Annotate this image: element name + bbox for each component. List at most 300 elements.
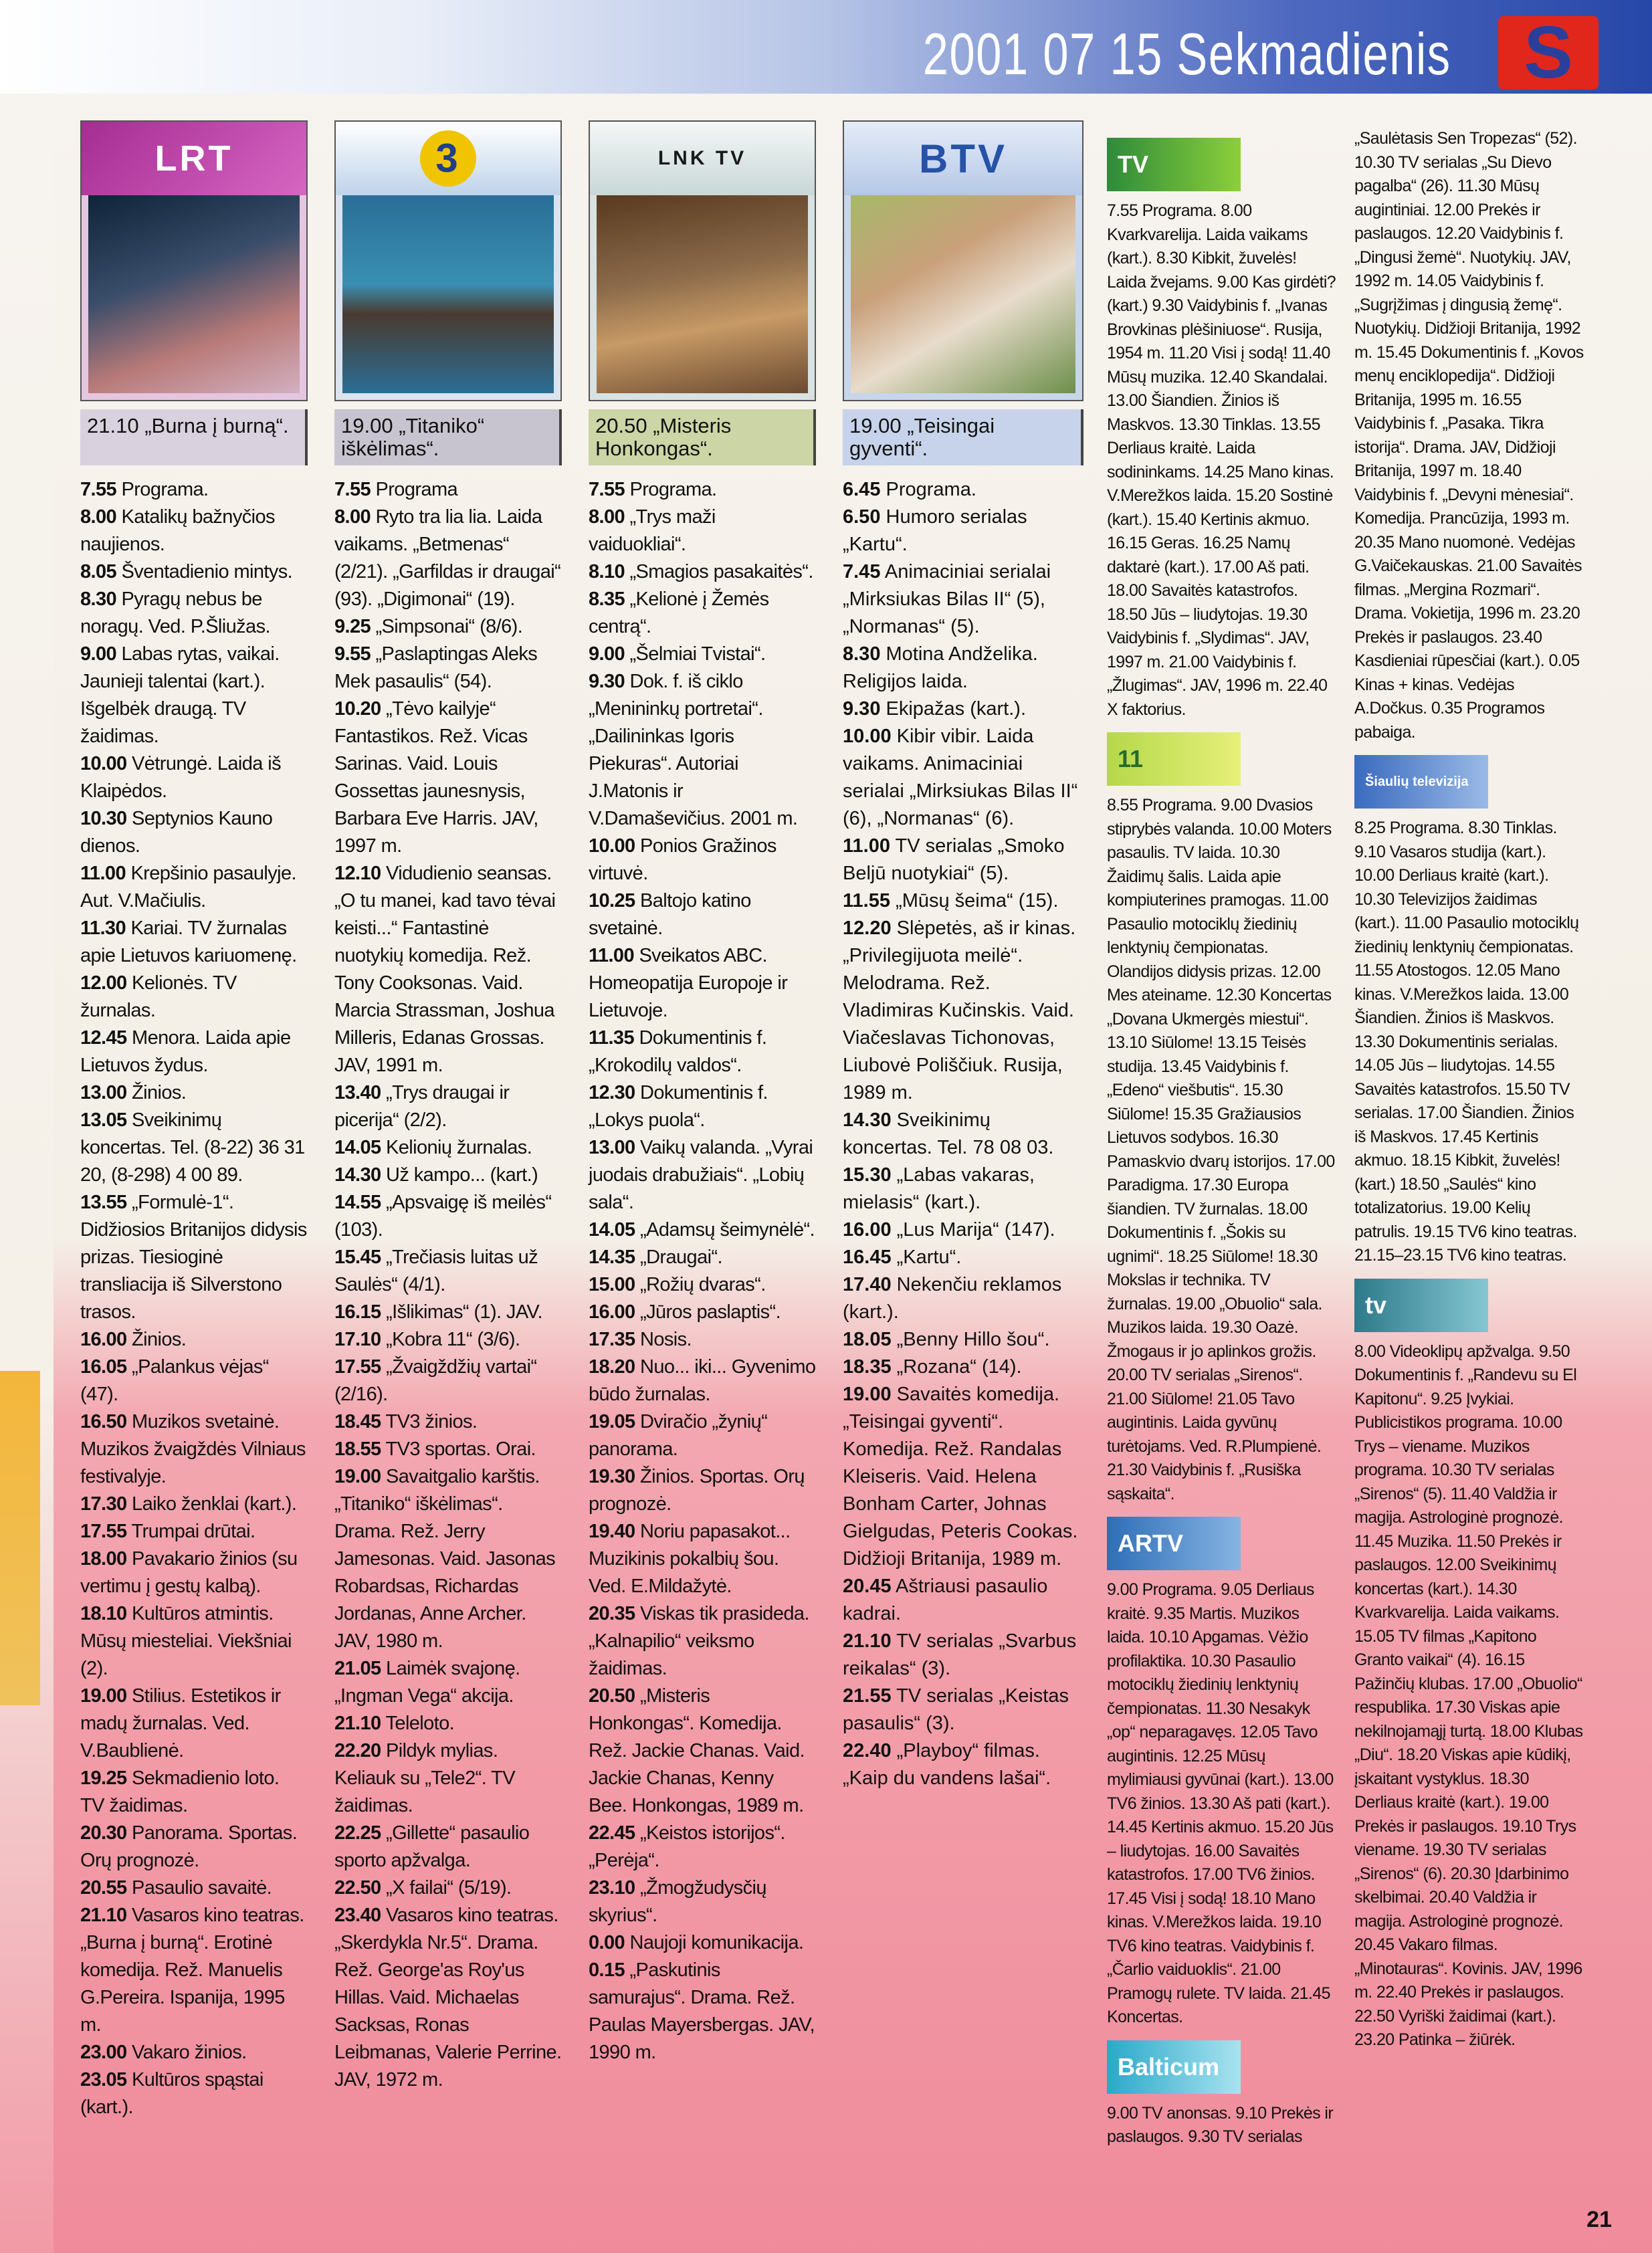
schedule-entry xyxy=(843,695,1083,723)
schedule-entry xyxy=(843,833,1083,887)
time-label: 14.05 xyxy=(589,1219,635,1241)
time-label: 11.55 xyxy=(843,890,890,911)
schedule-entry xyxy=(589,1354,816,1408)
schedule-entry xyxy=(334,1710,562,1737)
channel-logo: 11 xyxy=(1107,732,1241,786)
program-title: Trumpai drūtai. xyxy=(126,1521,255,1542)
schedule-list xyxy=(589,476,816,2066)
program-title: Katalikų bažnyčios naujienos. xyxy=(80,506,275,555)
program-title: „Rožių dvaras“. xyxy=(635,1274,766,1295)
tv3-logo: 3 xyxy=(336,122,560,195)
program-title: TV serialas „Smoko Beljū nuotykiai“ (5). xyxy=(843,835,1065,884)
program-title: Pavakario žinios (su vertimu į gestų kalbą). xyxy=(80,1548,298,1597)
program-title: Muzikos svetainė. Muzikos žvaigždės Vilniaus festivalyje. xyxy=(80,1411,306,1487)
time-label: 9.55 xyxy=(334,643,371,665)
time-label: 16.15 xyxy=(334,1301,381,1323)
program-title: „Palankus vėjas“ (47). xyxy=(80,1356,269,1405)
program-title: Žinios. xyxy=(126,1082,187,1103)
time-label: 13.40 xyxy=(334,1082,381,1103)
schedule-entry xyxy=(589,1463,816,1518)
time-label: 21.10 xyxy=(334,1713,381,1734)
time-label: 9.25 xyxy=(334,616,371,637)
program-title: „Misteris Honkongas“. Komedija. Rež. Jackie Chanas. Vaid. Jackie Chanas, Kenny Bee. Honkongas, 1989 m. xyxy=(589,1685,805,1816)
schedule-entry xyxy=(334,1299,562,1326)
schedule-entry xyxy=(843,723,1083,833)
schedule-entry xyxy=(334,1189,562,1244)
time-label: 23.10 xyxy=(589,1877,635,1899)
schedule-entry xyxy=(843,1326,1083,1354)
channel-column-btv xyxy=(843,120,1083,1792)
program-title: Laiko ženklai (kart.). xyxy=(126,1493,297,1515)
program-title: Vasaros kino teatras. „Burna į burną“. Erotinė komedija. Rež. Manuelis G.Pereira. Ispanija, 1995 m. xyxy=(80,1905,304,2036)
schedule-entry xyxy=(589,586,816,641)
schedule-entry xyxy=(843,1107,1083,1162)
time-label: 11.35 xyxy=(589,1027,634,1049)
highlight-label: 19.00 „Teisingai gyventi“. xyxy=(843,409,1083,465)
program-title: Stilius. Estetikos ir madų žurnalas. Ved. V.Baublienė. xyxy=(80,1685,281,1761)
time-label: 19.40 xyxy=(589,1521,635,1542)
program-title: „Išlikimas“ (1). JAV. xyxy=(381,1301,542,1323)
program-title: TV serialas „Keistas pasaulis“ (3). xyxy=(843,1685,1069,1734)
time-label: 16.05 xyxy=(80,1356,127,1378)
schedule-text: 7.55 Programa. 8.00 Kvarkvarelija. Laida vaikams (kart.). 8.30 Kibkit, žuvelės! Laida žvejams. 9.00 Kas girdėti? (kart.) 9.30 Vaidybinis f. „Ivanas Brovkinas plėšiniuose“. Rusija, 1954 m. 11.20 Visi į sodą! 11.40 Mūsų muzika. 12.40 Skandalai. 13.00 Šiandien. Žinios iš Maskvos. 13.30 Tinklas. 13.55 Derliaus kraitė. Laida sodininkams. 14.25 Mano kinas. V.Merežkos laida. 15.20 Sostinė (kart.). 15.40 Kertinis akmuo. 16.15 Geras. 16.25 Namų daktarė (kart.). 17.00 Aš pati. 18.00 Savaitės katastrofos. 18.50 Jūs – liudytojas. 19.30 Vaidybinis f. „Slydimas“. JAV, 1997 m. 21.00 Vaidybinis f. „Žlugimas“. JAV, 1996 m. 22.40 X faktorius. xyxy=(1107,201,1336,719)
program-title: Vidudienio seansas. „O tu manei, kad tavo tėvai keisti...“ Fantastinė nuotykių komedija. Rež. Tony Cooksonas. Vaid. Marcia Strassman, Joshua Milleris, Edanas Grossas. JAV, 1991 m. xyxy=(334,863,556,1076)
time-label: 18.55 xyxy=(334,1438,381,1460)
time-label: 12.10 xyxy=(334,863,381,884)
program-title: „Kartu“. xyxy=(891,1247,962,1268)
left-margin-strip xyxy=(0,94,54,2253)
schedule-list xyxy=(80,476,308,2121)
schedule-entry xyxy=(80,860,308,915)
schedule-entry xyxy=(80,1600,308,1683)
program-title: Programa. xyxy=(625,479,717,500)
schedule-entry xyxy=(589,668,816,833)
program-title: Viskas tik prasideda. „Kalnapilio“ veiksmo žaidimas. xyxy=(589,1603,809,1679)
program-title: Dviračio „žynių“ panorama. xyxy=(589,1411,768,1460)
schedule-entry xyxy=(843,1381,1083,1573)
channel-column-lrt xyxy=(80,120,308,2121)
program-title: „Žvaigždžių vartai“ (2/16). xyxy=(334,1356,537,1405)
program-title: Vakaro žinios. xyxy=(126,2042,247,2063)
time-label: 14.30 xyxy=(334,1164,381,1186)
schedule-entry xyxy=(334,1244,562,1299)
program-title: Pildyk mylias. Keliauk su „Tele2“. TV žaidimas. xyxy=(334,1740,515,1816)
issue-date: 2001 07 15 Sekmadienis xyxy=(923,21,1451,87)
time-label: 8.00 xyxy=(589,506,625,528)
schedule-entry xyxy=(843,1683,1083,1737)
program-title: „Simpsonai“ (8/6). xyxy=(371,616,523,637)
program-title: „Žmogžudysčių skyrius“. xyxy=(589,1877,766,1926)
schedule-entry xyxy=(80,1189,308,1326)
schedule-entry xyxy=(589,1271,816,1299)
program-title: „Šelmiai Tvistai“. xyxy=(625,643,766,665)
schedule-text: 9.00 TV anonsas. 9.10 Prekės ir paslaugos. 9.30 TV serialas xyxy=(1107,2103,1334,2146)
time-label: 12.45 xyxy=(80,1027,127,1049)
schedule-entry xyxy=(334,613,562,641)
program-title: Sekmadienio loto. TV žaidimas. xyxy=(80,1767,280,1816)
time-label: 18.00 xyxy=(80,1548,127,1570)
time-label: 12.20 xyxy=(843,918,892,939)
schedule-entry xyxy=(80,641,308,750)
program-title: „Kelionė į Žemės centrą“. xyxy=(589,588,769,637)
schedule-entry xyxy=(334,1326,562,1354)
schedule-entry xyxy=(589,833,816,887)
schedule-entry xyxy=(334,695,562,860)
schedule-entry xyxy=(334,1162,562,1189)
schedule-entry xyxy=(80,970,308,1025)
time-label: 21.55 xyxy=(843,1685,892,1707)
schedule-entry xyxy=(334,1134,562,1162)
schedule-entry xyxy=(843,1354,1083,1381)
time-label: 7.55 xyxy=(80,479,117,500)
schedule-entry xyxy=(334,1079,562,1134)
program-title: Savaitgalio karštis. „Titaniko“ iškėlimas“. Drama. Rež. Jerry Jamesonas. Vaid. Jasonas Robardsas, Richardas Jordanas, Anne Archer. JAV, 1980 m. xyxy=(334,1466,556,1652)
time-label: 18.35 xyxy=(843,1356,892,1378)
schedule-entry xyxy=(589,476,816,504)
time-label: 20.55 xyxy=(80,1877,127,1899)
regional-channels-left xyxy=(1107,127,1338,2149)
program-title: Dokumentinis f. „Lokys puola“. xyxy=(589,1082,768,1131)
program-title: Kibir vibir. Laida vaikams. Animaciniai serialai „Mirksiukas Bilas II“ (6), „Normanas“ (6). xyxy=(843,726,1078,829)
schedule-entry xyxy=(843,1244,1083,1271)
schedule-entry xyxy=(843,558,1083,641)
schedule-entry xyxy=(334,1463,562,1655)
program-title: „Lus Marija“ (147). xyxy=(891,1219,1055,1241)
program-title: „Labas vakaras, mielasis“ (kart.). xyxy=(843,1164,1035,1213)
schedule-entry xyxy=(589,1957,816,2066)
program-title: Baltojo katino svetainė. xyxy=(589,890,751,939)
time-label: 18.05 xyxy=(843,1329,892,1350)
schedule-entry xyxy=(589,1244,816,1271)
schedule-entry xyxy=(334,641,562,695)
schedule-entry xyxy=(589,1929,816,1957)
day-letter-badge: S xyxy=(1498,16,1598,90)
schedule-entry xyxy=(334,1655,562,1710)
time-label: 19.05 xyxy=(589,1411,635,1432)
program-title: Motina Andželika. Religijos laida. xyxy=(843,643,1038,692)
schedule-entry xyxy=(843,504,1083,558)
schedule-entry xyxy=(334,1874,562,1902)
time-label: 6.50 xyxy=(843,506,881,528)
time-label: 12.30 xyxy=(589,1082,635,1103)
program-title: Ryto tra lia lia. Laida vaikams. „Betmenas“ (2/21). „Garfildas ir draugai“ (93). „Digimonai“ (19). xyxy=(334,506,561,610)
regional-channels-right xyxy=(1354,127,1585,2052)
channel-column-lnk xyxy=(589,120,816,2066)
yellow-edge-tab xyxy=(0,1371,40,1705)
schedule-entry xyxy=(589,504,816,558)
program-title: „Keistos istorijos“. „Perėja“. xyxy=(589,1822,785,1871)
channel-photo xyxy=(342,195,554,393)
schedule-entry xyxy=(843,641,1083,695)
program-title: Vėtrungė. Laida iš Klaipėdos. xyxy=(80,753,282,802)
time-label: 6.45 xyxy=(843,479,881,500)
schedule-text: 8.55 Programa. 9.00 Dvasios stiprybės valanda. 10.00 Moters pasaulis. TV laida. 10.30 Žaidimų šalis. Laida apie kompiuterines pramogas. 11.00 Pasaulio motociklų žiedinių lenktynių čempionatas. Olandijos didysis prizas. 12.00 Mes ateiname. 12.30 Koncertas „Dovana Ukmergės miestui“. 13.10 Siūlome! 13.15 Teisės studija. 13.45 Vaidybinis f. „Edeno“ viešbutis“. 15.30 Siūlome! 15.35 Gražiausios Lietuvos sodybos. 16.30 Pamaskvio dvarų istorijos. 17.00 Paradigma. 17.30 Europa šiandien. TV žurnalas. 18.00 Dokumentinis f. „Šokis su ugnimi“. 18.25 Siūlome! 18.30 Mokslas ir technika. TV žurnalas. 19.00 „Obuolio“ sala. Muzikos laida. 19.30 Oazė. Žmogaus ir jo aplinkos grožis. 20.00 TV serialas „Sirenos“. 21.00 Siūlome! 21.05 Tavo augintinis. Laida gyvūnų turėtojams. Ved. R.Plumpienė. 21.30 Vaidybinis f. „Rusiška sąskaita“. xyxy=(1107,796,1335,1503)
time-label: 7.55 xyxy=(334,479,371,500)
program-title: Programa. xyxy=(880,479,976,500)
schedule-entry xyxy=(843,1573,1083,1628)
time-label: 18.45 xyxy=(334,1411,381,1432)
schedule-text: 8.00 Videoklipų apžvalga. 9.50 Dokumentinis f. „Randevu su El Kapitonu“. 9.25 Įvykiai. Publicistikos programa. 10.00 Trys – viename. Muzikos programa. 10.30 TV serialas „Sirenos“ (5). 11.40 Valdžia ir magija. Astrologinė prognozė. 11.45 Muzika. 11.50 Prekės ir paslaugos. 12.00 Sveikinimų koncertas (kart.). 14.30 Kvarkvarelija. Laida vaikams. 15.05 TV filmas „Kapitono Granto vaikai“ (4). 16.15 Pažinčių klubas. 17.00 „Obuolio“ respublika. 17.30 Viskas apie nekilnojamąjį turtą. 18.00 Klubas „Diu“. 18.20 Viskas apie kūdikį, įskaitant vystyklus. 18.30 Derliaus kraitė (kart.). 19.00 Prekės ir paslaugos. 19.10 Trys viename. 19.30 TV serialas „Sirenos“ (6). 20.30 Įdarbinimo skelbimai. 20.40 Valdžia ir magija. Astrologinė prognozė. 20.45 Vakaro filmas. „Minotauras“. Kovinis. JAV, 1996 m. 22.40 Prekės ir paslaugos. 22.50 Vyriški žaidimai (kart.). 23.20 Patinka – žiūrėk. xyxy=(1354,1342,1583,2049)
program-title: „Trečiasis luitas už Saulės“ (4/1). xyxy=(334,1247,538,1295)
program-title: „Trys maži vaiduokliai“. xyxy=(589,506,716,555)
time-label: 17.40 xyxy=(843,1274,892,1295)
program-title: „Adamsų šeimynėlė“. xyxy=(635,1219,815,1241)
schedule-entry xyxy=(80,1107,308,1189)
schedule-entry xyxy=(589,942,816,1025)
program-title: „Tėvo kailyje“ Fantastikos. Rež. Vicas Sarinas. Vaid. Louis Gossettas jaunesnysis, Barbara Eve Harris. JAV, 1997 m. xyxy=(334,698,538,857)
schedule-entry xyxy=(843,1216,1083,1244)
program-title: TV3 žinios. xyxy=(381,1411,478,1432)
program-title: Labas rytas, vaikai. Jaunieji talentai (kart.). Išgelbėk draugą. TV žaidimas. xyxy=(80,643,280,747)
schedule-entry xyxy=(80,1820,308,1874)
program-title: Nekenčiu reklamos (kart.). xyxy=(843,1274,1062,1323)
schedule-entry xyxy=(334,1354,562,1408)
schedule-entry xyxy=(80,1408,308,1491)
time-label: 17.30 xyxy=(80,1493,127,1515)
time-label: 8.30 xyxy=(80,588,117,610)
channel-header xyxy=(334,120,562,401)
page-number: 21 xyxy=(1586,2207,1612,2232)
schedule-entry xyxy=(80,586,308,641)
channel-photo xyxy=(851,195,1075,393)
schedule-entry xyxy=(843,1628,1083,1683)
program-title: Teleloto. xyxy=(381,1713,455,1734)
program-title: „Trys draugai ir picerija“ (2/2). xyxy=(334,1082,510,1131)
program-title: „Smagios pasakaitės“. xyxy=(625,561,813,582)
schedule-entry xyxy=(334,1820,562,1874)
schedule-entry xyxy=(589,887,816,942)
program-title: „X failai“ (5/19). xyxy=(381,1877,512,1899)
time-label: 11.00 xyxy=(589,945,634,966)
program-title: Sveikinimų koncertas. Tel. 78 08 03. xyxy=(843,1109,1054,1158)
program-title: Programa. xyxy=(116,479,209,500)
time-label: 9.30 xyxy=(589,671,625,692)
program-title: Žinios. xyxy=(126,1329,187,1350)
program-title: Sveikinimų koncertas. Tel. (8-22) 36 31 20, (8-298) 4 00 89. xyxy=(80,1109,305,1186)
program-title: Sveikatos ABC. Homeopatija Europoje ir Lietuvoje. xyxy=(589,945,788,1021)
schedule-entry xyxy=(589,1874,816,1929)
time-label: 22.50 xyxy=(334,1877,381,1899)
program-title: „Mūsų šeima“ (15). xyxy=(890,890,1059,911)
schedule-entry xyxy=(589,1600,816,1683)
schedule-entry xyxy=(334,1902,562,2094)
time-label: 10.00 xyxy=(589,835,635,857)
time-label: 18.10 xyxy=(80,1603,127,1624)
time-label: 14.05 xyxy=(334,1137,381,1158)
time-label: 19.00 xyxy=(80,1685,127,1707)
channel-logo: ARTV xyxy=(1107,1517,1241,1570)
time-label: 21.05 xyxy=(334,1658,381,1679)
program-title: Kariai. TV žurnalas apie Lietuvos kariuomenę. xyxy=(80,918,297,966)
program-title: Programa xyxy=(371,479,458,500)
schedule-entry xyxy=(843,1737,1083,1792)
time-label: 8.05 xyxy=(80,561,117,582)
program-title: Ekipažas (kart.). xyxy=(880,698,1027,720)
schedule-list xyxy=(843,476,1083,1792)
time-label: 11.00 xyxy=(80,863,126,884)
time-label: 22.20 xyxy=(334,1740,381,1761)
time-label: 17.55 xyxy=(80,1521,127,1542)
program-title: Aštriausi pasaulio kadrai. xyxy=(843,1576,1048,1624)
schedule-entry xyxy=(589,641,816,668)
schedule-entry xyxy=(589,1025,816,1079)
program-title: Slėpetės, aš ir kinas. „Privilegijuota meilė“. Melodrama. Rež. Vladimiras Kučinskis. Vaid. Viačeslavas Tichonovas, Liubovė Poliščiuk. Rusija, 1989 m. xyxy=(843,918,1076,1103)
channel-photo xyxy=(88,195,300,393)
lrt-logo: LRT xyxy=(82,122,306,195)
schedule-list xyxy=(334,476,562,2094)
program-title: Animaciniai serialai „Mirksiukas Bilas II“ (5), „Normanas“ (5). xyxy=(843,561,1051,637)
time-label: 11.00 xyxy=(843,835,890,857)
time-label: 10.25 xyxy=(589,890,635,911)
time-label: 10.00 xyxy=(80,753,127,774)
time-label: 9.00 xyxy=(80,643,117,665)
time-label: 10.00 xyxy=(843,726,892,747)
time-label: 8.30 xyxy=(843,643,881,665)
program-title: „Draugai“. xyxy=(635,1247,722,1268)
schedule-entry xyxy=(80,1491,308,1518)
time-label: 16.50 xyxy=(80,1411,127,1432)
time-label: 9.30 xyxy=(843,698,881,720)
program-title: Pyragų nebus be noragų. Ved. P.Šliužas. xyxy=(80,588,270,637)
channel-column-tv3 xyxy=(334,120,562,2094)
schedule-entry xyxy=(589,558,816,586)
program-title: Ponios Gražinos virtuvė. xyxy=(589,835,777,884)
schedule-entry xyxy=(80,1518,308,1545)
schedule-entry xyxy=(589,1820,816,1874)
program-title: Septynios Kauno dienos. xyxy=(80,808,273,857)
schedule-entry xyxy=(80,750,308,805)
program-title: Kultūros spąstai (kart.). xyxy=(80,2069,264,2118)
schedule-entry xyxy=(80,2039,308,2066)
schedule-entry xyxy=(334,1436,562,1463)
time-label: 7.45 xyxy=(843,561,881,582)
program-title: „Kobra 11“ (3/6). xyxy=(381,1329,520,1350)
time-label: 19.25 xyxy=(80,1767,127,1789)
program-title: Kelionės. TV žurnalas. xyxy=(80,972,237,1021)
program-title: Vasaros kino teatras. „Skerdykla Nr.5“. Drama. Rež. George'as Roy'us Hillas. Vaid. Michaelas Sacksas, Ronas Leibmanas, Valerie Perrine. JAV, 1972 m. xyxy=(334,1905,562,2090)
program-title: Žinios. Sportas. Orų prognozė. xyxy=(589,1466,805,1515)
time-label: 17.55 xyxy=(334,1356,381,1378)
schedule-entry xyxy=(80,1683,308,1765)
time-label: 10.30 xyxy=(80,808,127,829)
schedule-entry xyxy=(80,1874,308,1902)
time-label: 16.45 xyxy=(843,1247,892,1268)
time-label: 23.05 xyxy=(80,2069,127,2090)
schedule-entry xyxy=(589,1683,816,1820)
time-label: 14.55 xyxy=(334,1192,381,1213)
program-title: „Paskutinis samurajus“. Drama. Rež. Paulas Mayersbergas. JAV, 1990 m. xyxy=(589,1959,815,2063)
schedule-entry xyxy=(80,1025,308,1079)
program-title: Savaitės komedija. „Teisingai gyventi“. Komedija. Rež. Randalas Kleiseris. Vaid. Helena Bonham Carter, Johnas Gielgudas, Peteris Cookas. Didžioji Britanija, 1989 m. xyxy=(843,1384,1078,1570)
time-label: 21.10 xyxy=(843,1630,892,1652)
time-label: 0.15 xyxy=(589,1959,625,1981)
time-label: 13.05 xyxy=(80,1109,127,1131)
time-label: 15.00 xyxy=(589,1274,635,1295)
time-label: 13.00 xyxy=(589,1137,635,1158)
schedule-entry xyxy=(80,1326,308,1354)
time-label: 12.00 xyxy=(80,972,127,994)
program-title: „Gillette“ pasaulio sporto apžvalga. xyxy=(334,1822,530,1871)
channel-header xyxy=(589,120,816,401)
schedule-entry xyxy=(80,1765,308,1820)
schedule-entry xyxy=(843,1162,1083,1216)
time-label: 15.30 xyxy=(843,1164,892,1186)
program-title: Dok. f. iš ciklo „Menininkų portretai“. „Dailininkas Igoris Piekuras“. Autoriai J.Matonis ir V.Damaševičius. 2001 m. xyxy=(589,671,798,829)
schedule-entry xyxy=(80,1079,308,1107)
time-label: 8.35 xyxy=(589,588,625,610)
schedule-entry xyxy=(80,1354,308,1408)
time-label: 16.00 xyxy=(80,1329,127,1350)
schedule-entry xyxy=(80,1545,308,1600)
schedule-text: „Saulėtasis Sen Tropezas“ (52). 10.30 TV serialas „Su Dievo pagalba“ (26). 11.30 Mūsų augintiniai. 12.00 Prekės ir paslaugos. 12.20 Vaidybinis f. „Dingusi žemė“. Nuotykių. JAV, 1992 m. 14.05 Vaidybinis f. „Sugrįžimas į dingusią žemę“. Nuotykių. Didžioji Britanija, 1992 m. 15.45 Dokumentinis f. „Kovos menų enciklopedija“. Didžioji Britanija, 1995 m. 16.55 Vaidybinis f. „Pasaka. Tikra istorija“. Drama. JAV, Didžioji Britanija, 1997 m. 18.40 Vaidybinis f. „Devyni mėnesiai“. Komedija. Prancūzija, 1993 m. 20.35 Mano nuomonė. Vedėjas G.Vaičekauskas. 21.00 Savaitės filmas. „Mergina Rozmari“. Drama. Vokietija, 1996 m. 23.20 Prekės ir paslaugos. 23.40 Kasdieniai rūpesčiai (kart.). 0.05 Kinas + kinas. Vedėjas A.Dočkus. 0.35 Programos pabaiga. xyxy=(1354,129,1584,742)
schedule-entry xyxy=(334,476,562,504)
time-label: 22.45 xyxy=(589,1822,635,1844)
program-title: Noriu papasakot... Muzikinis pokalbių šou. Ved. E.Mildažytė. xyxy=(589,1521,791,1597)
schedule-entry xyxy=(80,2066,308,2121)
time-label: 8.10 xyxy=(589,561,625,582)
time-label: 19.00 xyxy=(843,1384,892,1405)
channel-header xyxy=(80,120,308,401)
program-title: TV serialas „Svarbus reikalas“ (3). xyxy=(843,1630,1077,1679)
schedule-entry xyxy=(589,1518,816,1600)
time-label: 13.55 xyxy=(80,1192,127,1213)
schedule-entry xyxy=(589,1326,816,1354)
time-label: 10.20 xyxy=(334,698,381,720)
time-label: 14.35 xyxy=(589,1247,635,1268)
schedule-entry xyxy=(589,1299,816,1326)
time-label: 19.00 xyxy=(334,1466,381,1487)
highlight-label: 19.00 „Titaniko“ iškėlimas“. xyxy=(334,409,562,465)
channel-photo xyxy=(597,195,808,393)
program-title: Laimėk svajonę. „Ingman Vega“ akcija. xyxy=(334,1658,520,1707)
channel-header xyxy=(843,120,1083,401)
highlight-label: 20.50 „Misteris Honkongas“. xyxy=(589,409,816,465)
schedule-entry xyxy=(589,1079,816,1134)
schedule-entry xyxy=(334,860,562,1079)
schedule-entry xyxy=(80,1902,308,2039)
schedule-entry xyxy=(80,558,308,586)
program-title: Panorama. Sportas. Orų prognozė. xyxy=(80,1822,298,1871)
time-label: 16.00 xyxy=(843,1219,892,1241)
time-label: 7.55 xyxy=(589,479,625,500)
schedule-entry xyxy=(843,476,1083,504)
program-title: TV3 sportas. Orai. xyxy=(381,1438,536,1460)
program-title: „Formulė-1“. Didžiosios Britanijos didysis prizas. Tiesioginė transliacija iš Silverstono trasos. xyxy=(80,1192,307,1323)
time-label: 13.00 xyxy=(80,1082,127,1103)
channel-logo: Šiaulių televizija xyxy=(1354,755,1488,809)
time-label: 21.10 xyxy=(80,1905,127,1926)
time-label: 22.40 xyxy=(843,1740,892,1761)
schedule-entry xyxy=(589,1134,816,1216)
time-label: 9.00 xyxy=(589,643,625,665)
btv-logo: BTV xyxy=(844,122,1082,195)
program-title: Menora. Laida apie Lietuvos žydus. xyxy=(80,1027,291,1076)
time-label: 23.00 xyxy=(80,2042,127,2063)
time-label: 20.35 xyxy=(589,1603,635,1624)
time-label: 17.10 xyxy=(334,1329,381,1350)
program-title: Kultūros atmintis. Mūsų miesteliai. Viekšniai (2). xyxy=(80,1603,292,1679)
lnk-logo: LNK TV xyxy=(590,122,815,195)
program-title: Krepšinio pasaulyje. Aut. V.Mačiulis. xyxy=(80,863,296,911)
schedule-entry xyxy=(843,887,1083,915)
time-label: 19.30 xyxy=(589,1466,635,1487)
time-label: 14.30 xyxy=(843,1109,892,1131)
program-title: Dokumentinis f. „Krokodilų valdos“. xyxy=(589,1027,767,1076)
program-title: „Benny Hillo šou“. xyxy=(891,1329,1050,1350)
time-label: 8.00 xyxy=(334,506,371,528)
channel-logo: tv xyxy=(1354,1279,1488,1332)
time-label: 20.30 xyxy=(80,1822,127,1844)
